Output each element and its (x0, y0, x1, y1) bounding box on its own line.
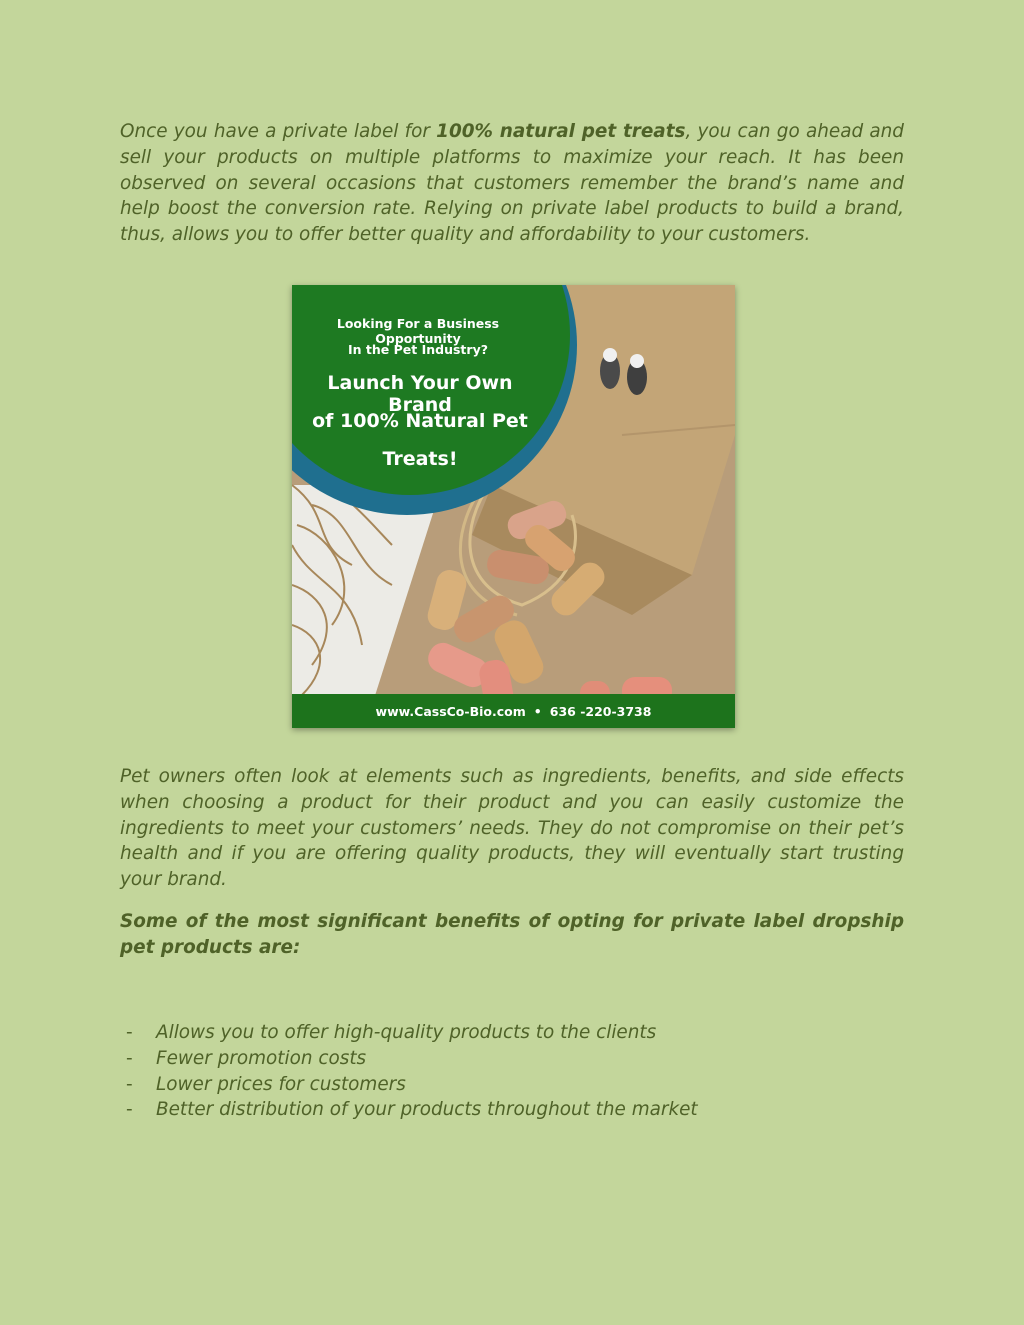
list-item-text: Lower prices for customers (156, 1073, 406, 1095)
bullet-dash: - (126, 1073, 133, 1095)
pet-owners-paragraph: Pet owners often look at elements such as ingredients, benefits, and side effects when choosing a product for their product and you can easily customize the ingredients to meet your customers’ needs. They do not compromise on their pet’s health and if you are offering quality products, they will eventually start trusting your brand. (120, 766, 904, 891)
intro-text-end: , you can go ahead and sell your products on multiple platforms to maximize your reach. It has been observed on several occasions that customers remember the brand’s name and help boost the conversion rate. Relying on private label products to build a brand, thus, allows you to offer better quality and affordability to your customers. (120, 121, 904, 246)
list-item-text: Fewer promotion costs (156, 1047, 367, 1069)
intro-text-start: Once you have a private label for (120, 121, 437, 142)
bullet-dash: - (126, 1047, 133, 1069)
list-item (120, 1097, 904, 1123)
promo-headline-line2: of 100% Natural Pet (312, 410, 528, 432)
bullet-dash: - (126, 1099, 133, 1121)
benefits-list (120, 1020, 904, 1123)
intro-paragraph (120, 119, 904, 248)
promo-subheading-line1: Looking For a Business Opportunity (336, 316, 500, 346)
list-item-text: Better distribution of your products throughout the market (156, 1099, 698, 1121)
promo-headline-line3: Treats! (382, 448, 458, 470)
list-item (120, 1046, 904, 1072)
promo-footer-band (292, 694, 735, 728)
list-item (120, 1072, 904, 1098)
intro-bold-phrase: 100% natural pet treats (436, 121, 686, 142)
bullet-dash: - (126, 1022, 133, 1043)
promo-banner-image (292, 285, 735, 728)
list-item (120, 1020, 904, 1046)
promo-subheading-line2: In the Pet Industry? (348, 342, 488, 357)
promo-website: www.CassCo-Bio.com (375, 703, 526, 719)
promo-headline-line1: Launch Your Own Brand (327, 372, 513, 416)
list-item-text: Allows you to offer high-quality products to the clients (156, 1022, 657, 1043)
promo-separator: • (533, 703, 542, 719)
promo-phone: 636 -220-3738 (549, 703, 652, 719)
benefits-heading: Some of the most significant benefits of opting for private label dropship pet products are: (120, 911, 904, 958)
